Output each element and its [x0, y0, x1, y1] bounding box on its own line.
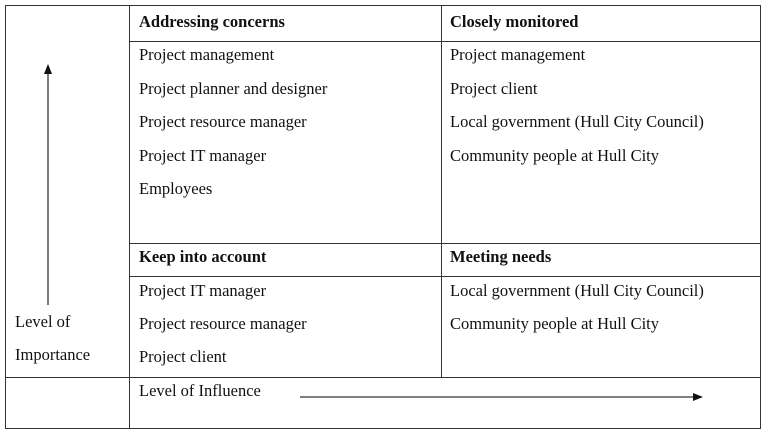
list-item: Project client: [450, 79, 538, 98]
y-axis-label: Importance: [15, 345, 91, 364]
x-axis-label: Level of Influence: [139, 381, 261, 400]
list-item: Project management: [139, 45, 275, 64]
list-item: Project IT manager: [139, 146, 267, 165]
quadrant-title: Keep into account: [139, 247, 267, 266]
list-item: Local government (Hull City Council): [450, 281, 704, 300]
list-item: Project client: [139, 347, 227, 366]
list-item: Project management: [450, 45, 586, 64]
list-item: Project planner and designer: [139, 79, 328, 98]
quadrant-title: Addressing concerns: [139, 12, 285, 31]
list-item: Project resource manager: [139, 112, 307, 131]
y-axis-label: Level of: [15, 312, 71, 331]
list-item: Community people at Hull City: [450, 146, 659, 165]
list-item: Community people at Hull City: [450, 314, 659, 333]
list-item: Local government (Hull City Council): [450, 112, 704, 131]
up-arrow-icon: [44, 64, 52, 305]
list-item: Employees: [139, 179, 213, 198]
quadrant-title: Closely monitored: [450, 12, 579, 31]
list-item: Project IT manager: [139, 281, 267, 300]
right-arrow-icon: [300, 393, 703, 401]
list-item: Project resource manager: [139, 314, 307, 333]
quadrant-title: Meeting needs: [450, 247, 552, 266]
